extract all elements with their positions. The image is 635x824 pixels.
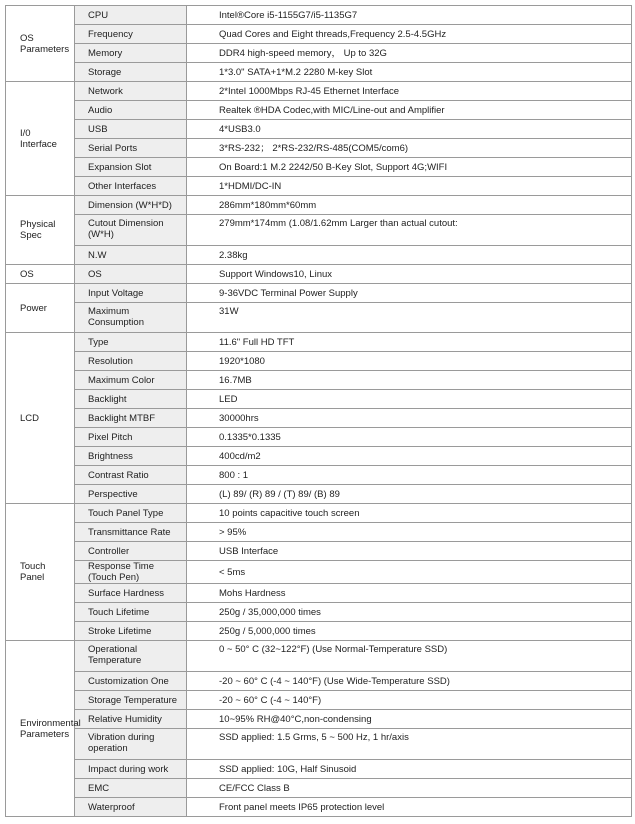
category-cell: LCD	[6, 333, 75, 504]
spec-value: 279mm*174mm (1.08/1.62mm Larger than actual cutout:	[187, 215, 632, 246]
spec-label: Input Voltage	[75, 284, 187, 303]
spec-value: 400cd/m2	[187, 447, 632, 466]
spec-row	[6, 390, 632, 409]
spec-row	[6, 672, 632, 691]
spec-value: DDR4 high-speed memory， Up to 32G	[187, 44, 632, 63]
spec-label: CPU	[75, 6, 187, 25]
spec-value: Mohs Hardness	[187, 584, 632, 603]
spec-row	[6, 409, 632, 428]
spec-value: 4*USB3.0	[187, 120, 632, 139]
spec-label: Audio	[75, 101, 187, 120]
spec-value: SSD applied: 10G, Half Sinusoid	[187, 760, 632, 779]
spec-value: 1920*1080	[187, 352, 632, 371]
spec-row	[6, 284, 632, 303]
spec-label: Dimension (W*H*D)	[75, 196, 187, 215]
spec-row	[6, 139, 632, 158]
spec-value: 30000hrs	[187, 409, 632, 428]
spec-label: Relative Humidity	[75, 710, 187, 729]
spec-label: Response Time (Touch Pen)	[75, 561, 187, 584]
spec-label: Controller	[75, 542, 187, 561]
category-cell: OS	[6, 265, 75, 284]
spec-row	[6, 158, 632, 177]
spec-label: Backlight MTBF	[75, 409, 187, 428]
spec-value: 286mm*180mm*60mm	[187, 196, 632, 215]
spec-value: Quad Cores and Eight threads,Frequency 2.5-4.5GHz	[187, 25, 632, 44]
spec-row	[6, 622, 632, 641]
spec-label: Maximum Color	[75, 371, 187, 390]
spec-label: Memory	[75, 44, 187, 63]
spec-label: Resolution	[75, 352, 187, 371]
spec-row	[6, 760, 632, 779]
spec-value: Realtek ®HDA Codec,with MIC/Line-out and Amplifier	[187, 101, 632, 120]
category-cell: Physical Spec	[6, 196, 75, 265]
spec-row	[6, 561, 632, 584]
spec-value: 11.6" Full HD TFT	[187, 333, 632, 352]
spec-row	[6, 779, 632, 798]
category-cell: Power	[6, 284, 75, 333]
spec-row	[6, 371, 632, 390]
spec-value: -20 ~ 60° C (-4 ~ 140°F)	[187, 691, 632, 710]
spec-value: > 95%	[187, 523, 632, 542]
spec-value: 250g / 5,000,000 times	[187, 622, 632, 641]
spec-row	[6, 428, 632, 447]
spec-row	[6, 63, 632, 82]
spec-value: 10 points capacitive touch screen	[187, 504, 632, 523]
spec-label: USB	[75, 120, 187, 139]
spec-label: Maximum Consumption	[75, 303, 187, 333]
spec-label: Operational Temperature	[75, 641, 187, 672]
spec-label: Cutout Dimension (W*H)	[75, 215, 187, 246]
spec-label: Vibration during operation	[75, 729, 187, 760]
spec-row	[6, 504, 632, 523]
spec-row	[6, 333, 632, 352]
spec-row	[6, 729, 632, 760]
spec-value: Front panel meets IP65 protection level	[187, 798, 632, 817]
spec-row	[6, 798, 632, 817]
spec-label: EMC	[75, 779, 187, 798]
spec-label: Transmittance Rate	[75, 523, 187, 542]
spec-label: Frequency	[75, 25, 187, 44]
spec-label: Stroke Lifetime	[75, 622, 187, 641]
spec-row	[6, 101, 632, 120]
spec-label: Type	[75, 333, 187, 352]
spec-row	[6, 303, 632, 333]
spec-row	[6, 82, 632, 101]
spec-label: Storage Temperature	[75, 691, 187, 710]
spec-value: -20 ~ 60° C (-4 ~ 140°F) (Use Wide-Temperature SSD)	[187, 672, 632, 691]
spec-row	[6, 466, 632, 485]
spec-value: On Board:1 M.2 2242/50 B-Key Slot, Support 4G;WIFI	[187, 158, 632, 177]
spec-value: 16.7MB	[187, 371, 632, 390]
spec-label: Perspective	[75, 485, 187, 504]
spec-value: 3*RS-232； 2*RS-232/RS-485(COM5/com6)	[187, 139, 632, 158]
category-cell: Environmental Parameters	[6, 641, 75, 817]
spec-label: Pixel Pitch	[75, 428, 187, 447]
spec-table	[5, 5, 632, 817]
category-cell: OS Parameters	[6, 6, 75, 82]
spec-label: Network	[75, 82, 187, 101]
spec-value: LED	[187, 390, 632, 409]
spec-value: 1*HDMI/DC-IN	[187, 177, 632, 196]
spec-value: Support Windows10, Linux	[187, 265, 632, 284]
spec-row	[6, 196, 632, 215]
spec-value: (L) 89/ (R) 89 / (T) 89/ (B) 89	[187, 485, 632, 504]
spec-label: Waterproof	[75, 798, 187, 817]
spec-row	[6, 177, 632, 196]
spec-label: Other Interfaces	[75, 177, 187, 196]
spec-label: Storage	[75, 63, 187, 82]
spec-row	[6, 542, 632, 561]
spec-row	[6, 352, 632, 371]
spec-row	[6, 447, 632, 466]
spec-label: Serial Ports	[75, 139, 187, 158]
spec-row	[6, 120, 632, 139]
spec-row	[6, 710, 632, 729]
spec-label: Impact during work	[75, 760, 187, 779]
spec-value: 31W	[187, 303, 632, 333]
spec-row	[6, 44, 632, 63]
spec-row	[6, 641, 632, 672]
spec-value: CE/FCC Class B	[187, 779, 632, 798]
spec-label: Backlight	[75, 390, 187, 409]
spec-value: 250g / 35,000,000 times	[187, 603, 632, 622]
spec-row	[6, 25, 632, 44]
spec-row	[6, 584, 632, 603]
spec-value: 10~95% RH@40°C,non-condensing	[187, 710, 632, 729]
spec-row	[6, 215, 632, 246]
spec-row	[6, 485, 632, 504]
spec-label: Expansion Slot	[75, 158, 187, 177]
spec-row	[6, 265, 632, 284]
spec-row	[6, 246, 632, 265]
spec-value: < 5ms	[187, 561, 632, 584]
category-cell: I/0 Interface	[6, 82, 75, 196]
spec-label: Surface Hardness	[75, 584, 187, 603]
spec-label: N.W	[75, 246, 187, 265]
spec-row	[6, 603, 632, 622]
spec-value: 1*3.0" SATA+1*M.2 2280 M-key Slot	[187, 63, 632, 82]
spec-value: 0.1335*0.1335	[187, 428, 632, 447]
spec-value: 2.38kg	[187, 246, 632, 265]
spec-value: Intel®Core i5-1155G7/i5-1135G7	[187, 6, 632, 25]
spec-label: OS	[75, 265, 187, 284]
spec-label: Customization One	[75, 672, 187, 691]
category-cell: Touch Panel	[6, 504, 75, 641]
spec-row	[6, 6, 632, 25]
spec-label: Touch Lifetime	[75, 603, 187, 622]
spec-label: Touch Panel Type	[75, 504, 187, 523]
spec-value: 2*Intel 1000Mbps RJ-45 Ethernet Interface	[187, 82, 632, 101]
spec-value: 800 : 1	[187, 466, 632, 485]
spec-row	[6, 691, 632, 710]
spec-row	[6, 523, 632, 542]
spec-value: 0 ~ 50° C (32~122°F) (Use Normal-Temperature SSD)	[187, 641, 632, 672]
spec-label: Brightness	[75, 447, 187, 466]
spec-label: Contrast Ratio	[75, 466, 187, 485]
spec-value: USB Interface	[187, 542, 632, 561]
spec-value: 9-36VDC Terminal Power Supply	[187, 284, 632, 303]
spec-value: SSD applied: 1.5 Grms, 5 ~ 500 Hz, 1 hr/axis	[187, 729, 632, 760]
